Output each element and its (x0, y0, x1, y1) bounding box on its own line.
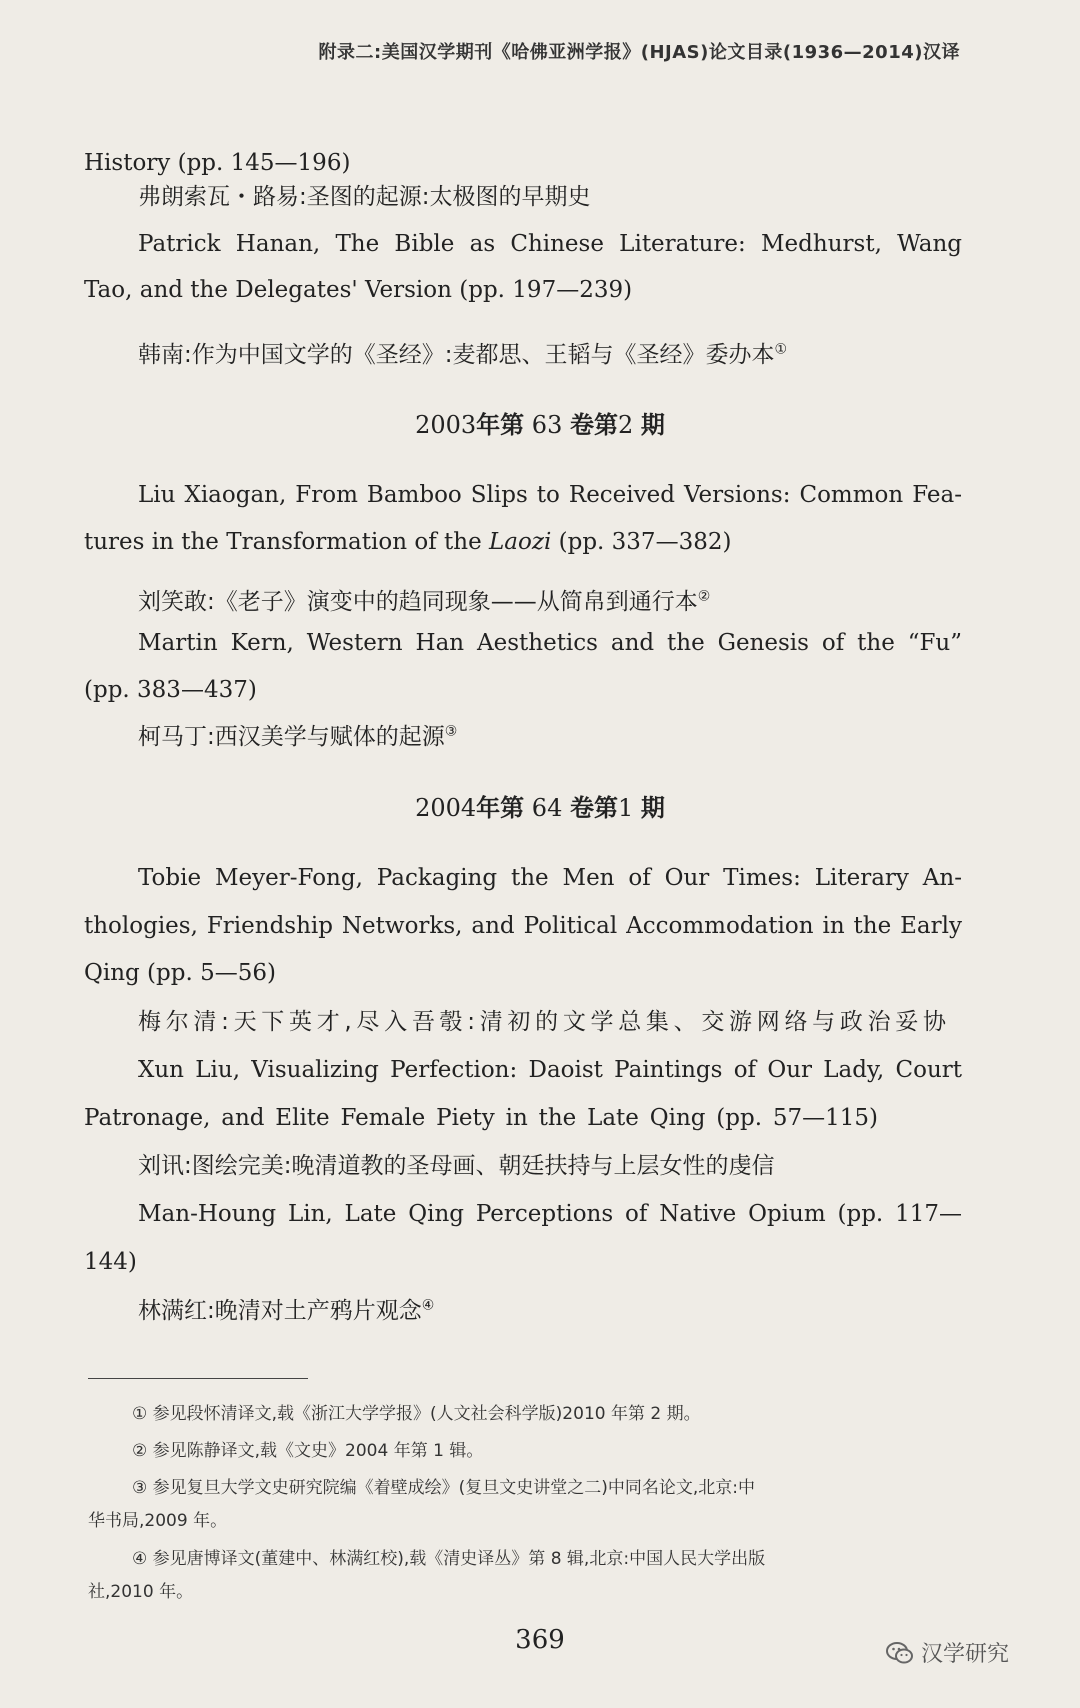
watermark (885, 1637, 1009, 1668)
entry-line: Qing (pp. 5—56) (84, 960, 276, 986)
footnote: ② 参见陈静译文,载《文史》2004 年第 1 辑。 (132, 1441, 484, 1461)
entry-translation: 韩南:作为中国文学的《圣经》:麦都思、王韬与《圣经》委办本① (138, 341, 788, 368)
wechat-icon (885, 1638, 915, 1668)
footnote: ④ 参见唐博译文(董建中、林满红校),载《清史译丛》第 8 辑,北京:中国人民大学出版 (132, 1549, 766, 1569)
footnote-mark: ③ (444, 723, 458, 740)
footnote: 华书局,2009 年。 (88, 1511, 228, 1531)
entry-line: (pp. 383—437) (84, 677, 257, 703)
entry-translation: 林满红:晚清对土产鸦片观念④ (138, 1297, 435, 1324)
entry-line: Liu Xiaogan, From Bamboo Slips to Received Versions: Common Fea- (138, 482, 962, 508)
entry-line: Patronage, and Elite Female Piety in the Late Qing (pp. 57—115) (84, 1105, 878, 1131)
entry-line: History (pp. 145—196) (84, 150, 351, 176)
footnote-mark: ① (774, 341, 788, 358)
footnote-divider (88, 1378, 308, 1379)
entry-line: 144) (84, 1249, 137, 1275)
entry-translation: 弗朗索瓦・路易:圣图的起源:太极图的早期史 (138, 184, 591, 210)
entry-translation: 柯马丁:西汉美学与赋体的起源③ (138, 723, 458, 750)
entry-line: Patrick Hanan, The Bible as Chinese Literature: Medhurst, Wang (138, 231, 962, 257)
footnote: 社,2010 年。 (88, 1582, 194, 1602)
entry-line: thologies, Friendship Networks, and Political Accommodation in the Early (84, 913, 962, 939)
footnote: ③ 参见复旦大学文史研究院编《着壁成绘》(复旦文史讲堂之二)中同名论文,北京:中 (132, 1478, 756, 1498)
entry-translation: 梅尔清:天下英才,尽入吾彀:清初的文学总集、交游网络与政治妥协 (138, 1009, 946, 1035)
entry-line: Tao, and the Delegates' Version (pp. 197—239) (84, 277, 633, 303)
entry-line: Xun Liu, Visualizing Perfection: Daoist Paintings of Our Lady, Court (138, 1057, 962, 1083)
page-number: 369 (515, 1625, 565, 1655)
running-header: 附录二:美国汉学期刊《哈佛亚洲学报》(HJAS)论文目录(1936—2014)汉译 (318, 42, 960, 63)
entry-line: tures in the Transformation of the Laozi (pp. 337—382) (84, 529, 732, 555)
footnote-mark: ② (697, 588, 711, 605)
footnote: ① 参见段怀清译文,载《浙江大学学报》(人文社会科学版)2010 年第 2 期。 (132, 1404, 701, 1424)
entry-translation: 刘讯:图绘完美:晚清道教的圣母画、朝廷扶持与上层女性的虔信 (138, 1153, 775, 1179)
entry-line: Man-Houng Lin, Late Qing Perceptions of Native Opium (pp. 117— (138, 1201, 962, 1227)
entry-line: Tobie Meyer-Fong, Packaging the Men of Our Times: Literary An- (138, 865, 962, 891)
section-heading-2004: 2004年第 64 卷第1 期 (415, 793, 665, 822)
footnote-mark: ④ (421, 1297, 435, 1314)
section-heading-2003: 2003年第 63 卷第2 期 (415, 410, 665, 439)
watermark-text: 汉学研究 (921, 1642, 1010, 1667)
entry-translation: 刘笑敢:《老子》演变中的趋同现象——从简帛到通行本② (138, 588, 711, 615)
entry-line: Martin Kern, Western Han Aesthetics and the Genesis of the “Fu” (138, 630, 962, 656)
